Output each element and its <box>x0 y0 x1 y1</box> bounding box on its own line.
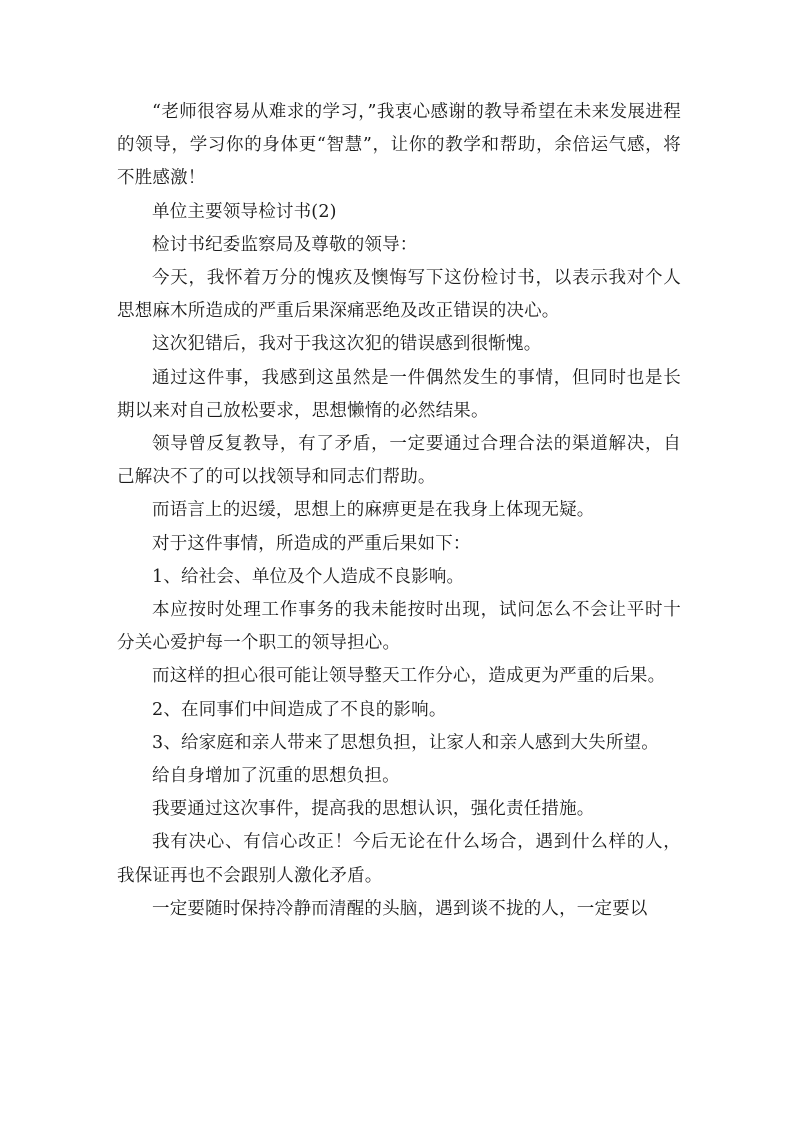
paragraph-guidance: 领导曾反复教导，有了矛盾，一定要通过合理合法的渠道解决，自己解决不了的可以找领导和同志们帮助。 <box>117 434 681 488</box>
salutation: 检讨书纪委监察局及尊敬的领导： <box>152 234 418 255</box>
paragraph-remorse: 这次犯错后，我对于我这次犯的错误感到很惭愧。 <box>152 334 542 355</box>
paragraph-absence: 本应按时处理工作事务的我未能按时出现，试问怎么不会让平时十分关心爱护每一个职工的领导担心。 <box>117 600 681 654</box>
paragraph-resolve: 我有决心、有信心改正！今后无论在什么场合，遇到什么样的人，我保证再也不会跟别人激化矛盾。 <box>117 832 681 886</box>
document-body <box>117 96 681 926</box>
paragraph-consequences-intro: 对于这件事情，所造成的严重后果如下： <box>152 533 471 554</box>
paragraph-calm: 一定要随时保持冷静而清醒的头脑，遇到谈不拢的人，一定要以 <box>152 898 648 919</box>
paragraph-reflection: 通过这件事，我感到这虽然是一件偶然发生的事情，但同时也是长期以来对自己放松要求，思想懒惰的必然结果。 <box>117 367 681 421</box>
paragraph-worry: 而这样的担心很可能让领导整天工作分心，造成更为严重的后果。 <box>152 666 666 687</box>
section-heading: 单位主要领导检讨书(2) <box>152 201 337 222</box>
list-item-2: 2、在同事们中间造成了不良的影响。 <box>152 699 447 720</box>
list-item-1: 1、给社会、单位及个人造成不良影响。 <box>152 566 465 587</box>
list-item-3: 3、给家庭和亲人带来了思想负担，让家人和亲人感到大失所望。 <box>152 732 659 753</box>
paragraph-intro: 今天，我怀着万分的愧疚及懊悔写下这份检讨书，以表示我对个人思想麻木所造成的严重后果深痛恶绝及改正错误的决心。 <box>117 268 681 322</box>
paragraph-slowness: 而语言上的迟缓，思想上的麻痹更是在我身上体现无疑。 <box>152 500 595 521</box>
paragraph-gratitude: “老师很容易从难求的学习，”我衷心感谢的教导希望在未来发展进程的领导，学习你的身体更“智慧”，让你的教学和帮助，余倍运气感，将不胜感激！ <box>117 102 681 189</box>
paragraph-improvement: 我要通过这次事件，提高我的思想认识，强化责任措施。 <box>152 799 595 820</box>
paragraph-burden: 给自身增加了沉重的思想负担。 <box>152 766 400 787</box>
